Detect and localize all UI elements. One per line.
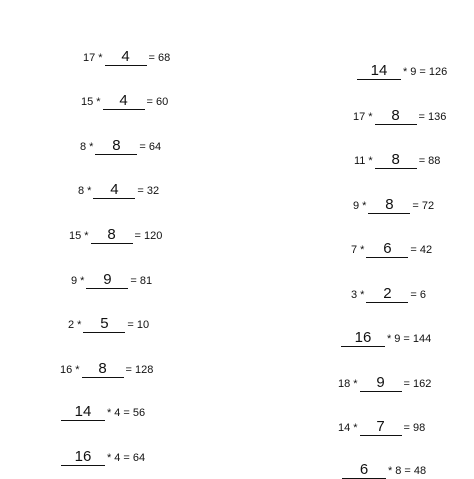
equals-sign: = — [130, 275, 137, 287]
answer-blank[interactable]: 8 — [95, 139, 137, 155]
multiply-sign: * — [84, 230, 89, 242]
product: 81 — [139, 275, 153, 287]
answer-blank[interactable]: 5 — [83, 317, 125, 333]
equals-sign: = — [418, 111, 425, 123]
equals-sign: = — [419, 66, 426, 78]
factor: 18 — [338, 378, 351, 390]
answer-blank[interactable]: 6 — [366, 242, 408, 258]
problem-right-9 — [338, 420, 425, 436]
multiply-sign: * — [75, 364, 80, 376]
equals-sign: = — [146, 96, 153, 108]
multiply-sign: * — [403, 66, 408, 78]
answer-blank[interactable]: 14 — [61, 405, 105, 421]
product: 128 — [134, 364, 154, 376]
answer-blank[interactable]: 8 — [368, 198, 410, 214]
multiply-sign: * — [368, 155, 373, 167]
answer-blank[interactable]: 16 — [61, 450, 105, 466]
product: 98 — [412, 422, 426, 434]
factor: 9 — [394, 333, 401, 345]
equals-sign: = — [410, 244, 417, 256]
product: 144 — [412, 333, 432, 345]
problem-right-1 — [355, 64, 447, 80]
equals-sign: = — [137, 185, 144, 197]
multiply-sign: * — [388, 465, 393, 477]
equals-sign: = — [148, 52, 155, 64]
answer-blank[interactable]: 8 — [82, 362, 124, 378]
product: 10 — [136, 319, 150, 331]
equals-sign: = — [127, 319, 134, 331]
multiply-sign: * — [77, 319, 82, 331]
product: 126 — [428, 66, 448, 78]
problem-right-5 — [351, 242, 432, 258]
answer-blank[interactable]: 8 — [375, 153, 417, 169]
multiply-sign: * — [87, 185, 92, 197]
product: 60 — [155, 96, 169, 108]
multiply-sign: * — [387, 333, 392, 345]
factor: 11 — [354, 155, 366, 167]
problem-right-6 — [351, 287, 426, 303]
factor: 8 — [78, 185, 85, 197]
equals-sign: = — [410, 289, 417, 301]
equals-sign: = — [412, 200, 419, 212]
answer-blank[interactable]: 8 — [375, 109, 417, 125]
answer-blank[interactable]: 16 — [341, 331, 385, 347]
equals-sign: = — [134, 230, 141, 242]
multiply-sign: * — [353, 422, 358, 434]
multiply-sign: * — [107, 407, 112, 419]
answer-blank[interactable]: 14 — [357, 64, 401, 80]
problem-left-8 — [60, 362, 153, 378]
equals-sign: = — [139, 141, 146, 153]
multiply-sign: * — [353, 378, 358, 390]
problem-right-8 — [338, 376, 431, 392]
multiply-sign: * — [98, 52, 103, 64]
problem-left-5 — [69, 228, 162, 244]
product: 48 — [413, 465, 427, 477]
product: 56 — [132, 407, 146, 419]
problem-left-9 — [59, 405, 145, 421]
multiply-sign: * — [360, 244, 365, 256]
product: 32 — [146, 185, 160, 197]
problem-left-3 — [80, 139, 161, 155]
multiply-sign: * — [360, 289, 365, 301]
answer-blank[interactable]: 4 — [105, 50, 147, 66]
multiply-sign: * — [96, 96, 101, 108]
equals-sign: = — [125, 364, 132, 376]
factor: 8 — [80, 141, 87, 153]
equals-sign: = — [404, 465, 411, 477]
problem-left-2 — [81, 94, 168, 110]
product: 162 — [412, 378, 432, 390]
product: 72 — [421, 200, 435, 212]
answer-blank[interactable]: 2 — [366, 287, 408, 303]
product: 42 — [419, 244, 433, 256]
product: 88 — [428, 155, 441, 167]
equals-sign: = — [123, 407, 130, 419]
problem-left-7 — [68, 317, 149, 333]
factor: 2 — [68, 319, 75, 331]
equals-sign: = — [403, 333, 410, 345]
equals-sign: = — [123, 452, 130, 464]
multiply-sign: * — [80, 275, 85, 287]
factor: 7 — [351, 244, 358, 256]
multiply-sign: * — [368, 111, 373, 123]
factor: 15 — [81, 96, 94, 108]
multiply-sign: * — [89, 141, 94, 153]
factor: 9 — [353, 200, 360, 212]
problem-left-1 — [83, 50, 170, 66]
answer-blank[interactable]: 9 — [86, 273, 128, 289]
multiply-sign: * — [107, 452, 112, 464]
problem-left-10 — [59, 450, 145, 466]
problem-right-10 — [340, 463, 426, 479]
problem-right-3 — [354, 153, 440, 169]
factor: 3 — [351, 289, 358, 301]
factor: 4 — [114, 407, 121, 419]
factor: 15 — [69, 230, 82, 242]
answer-blank[interactable]: 7 — [360, 420, 402, 436]
problem-right-7 — [339, 331, 431, 347]
problem-right-4 — [353, 198, 434, 214]
factor: 8 — [395, 465, 402, 477]
equals-sign: = — [403, 422, 410, 434]
multiply-sign: * — [362, 200, 367, 212]
equals-sign: = — [418, 155, 426, 167]
factor: 4 — [114, 452, 121, 464]
problem-left-4 — [78, 183, 159, 199]
factor: 17 — [83, 52, 96, 64]
factor: 9 — [71, 275, 78, 287]
factor: 9 — [410, 66, 417, 78]
answer-blank[interactable]: 8 — [91, 228, 133, 244]
product: 68 — [157, 52, 171, 64]
product: 64 — [148, 141, 162, 153]
answer-blank[interactable]: 4 — [103, 94, 145, 110]
product: 6 — [419, 289, 426, 301]
answer-blank[interactable]: 6 — [342, 463, 386, 479]
product: 136 — [427, 111, 447, 123]
problem-right-2 — [353, 109, 446, 125]
product: 64 — [132, 452, 146, 464]
factor: 17 — [353, 111, 366, 123]
equals-sign: = — [403, 378, 410, 390]
answer-blank[interactable]: 4 — [93, 183, 135, 199]
answer-blank[interactable]: 9 — [360, 376, 402, 392]
factor: 16 — [60, 364, 73, 376]
product: 120 — [143, 230, 163, 242]
problem-left-6 — [71, 273, 152, 289]
factor: 14 — [338, 422, 351, 434]
